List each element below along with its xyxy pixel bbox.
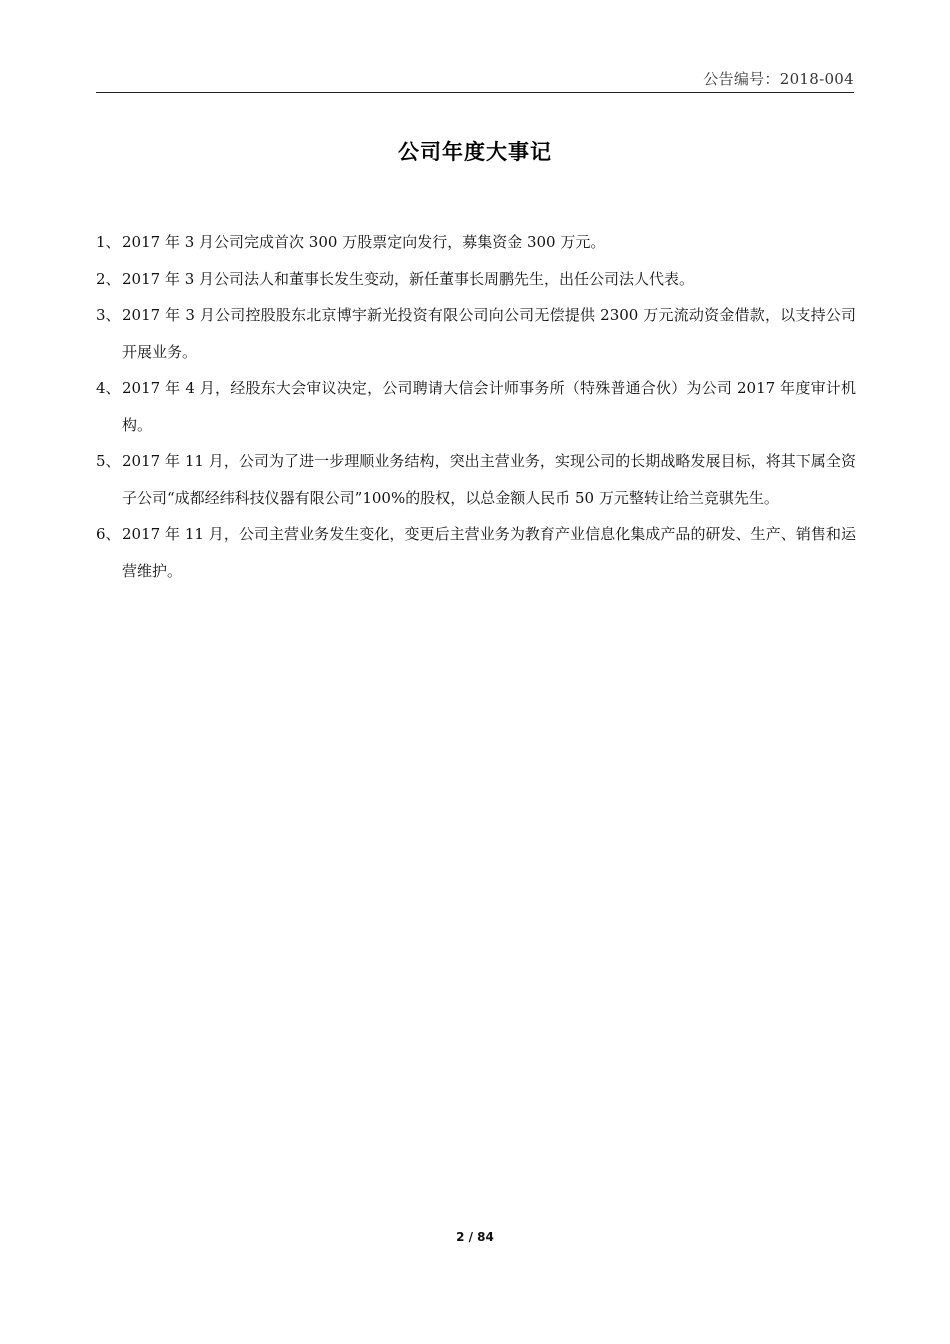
event-text: 2017 年 4 月，经股东大会审议决定，公司聘请大信会计师事务所（特殊普通合伙）为公司 2017 年度审计机构。 [122, 379, 856, 434]
event-item-4 [96, 370, 856, 443]
page-title: 公司年度大事记 [398, 140, 552, 164]
event-item-1 [96, 224, 856, 261]
event-text: 2017 年 3 月公司完成首次 300 万股票定向发行，募集资金 300 万元。 [122, 233, 606, 251]
event-text: 2017 年 3 月公司控股股东北京博宇新光投资有限公司向公司无偿提供 2300 万元流动资金借款，以支持公司开展业务。 [122, 306, 856, 361]
announcement-code: 公告编号：2018-004 [703, 70, 854, 88]
event-number: 5、 [96, 452, 121, 470]
events-list [96, 224, 856, 589]
event-text: 2017 年 11 月，公司为了进一步理顺业务结构，突出主营业务，实现公司的长期战略发展目标，将其下属全资子公司“成都经纬科技仪器有限公司”100%的股权，以总金额人民币 50 万元整转让给兰竞骐先生。 [122, 452, 856, 507]
event-item-5 [96, 443, 856, 516]
event-item-2 [96, 261, 856, 298]
header-divider [96, 92, 854, 93]
event-number: 4、 [96, 379, 121, 397]
event-text: 2017 年 11 月，公司主营业务发生变化，变更后主营业务为教育产业信息化集成产品的研发、生产、销售和运营维护。 [122, 525, 856, 580]
page-number: 2 / 84 [456, 1230, 494, 1244]
event-number: 1、 [96, 233, 121, 251]
event-item-6 [96, 516, 856, 589]
event-number: 2、 [96, 269, 121, 288]
event-item-3 [96, 297, 856, 370]
event-text: 2017 年 3 月公司法人和董事长发生变动，新任董事长周鹏先生，出任公司法人代表。 [122, 269, 695, 288]
event-number: 3、 [96, 306, 121, 324]
event-number: 6、 [96, 525, 121, 543]
